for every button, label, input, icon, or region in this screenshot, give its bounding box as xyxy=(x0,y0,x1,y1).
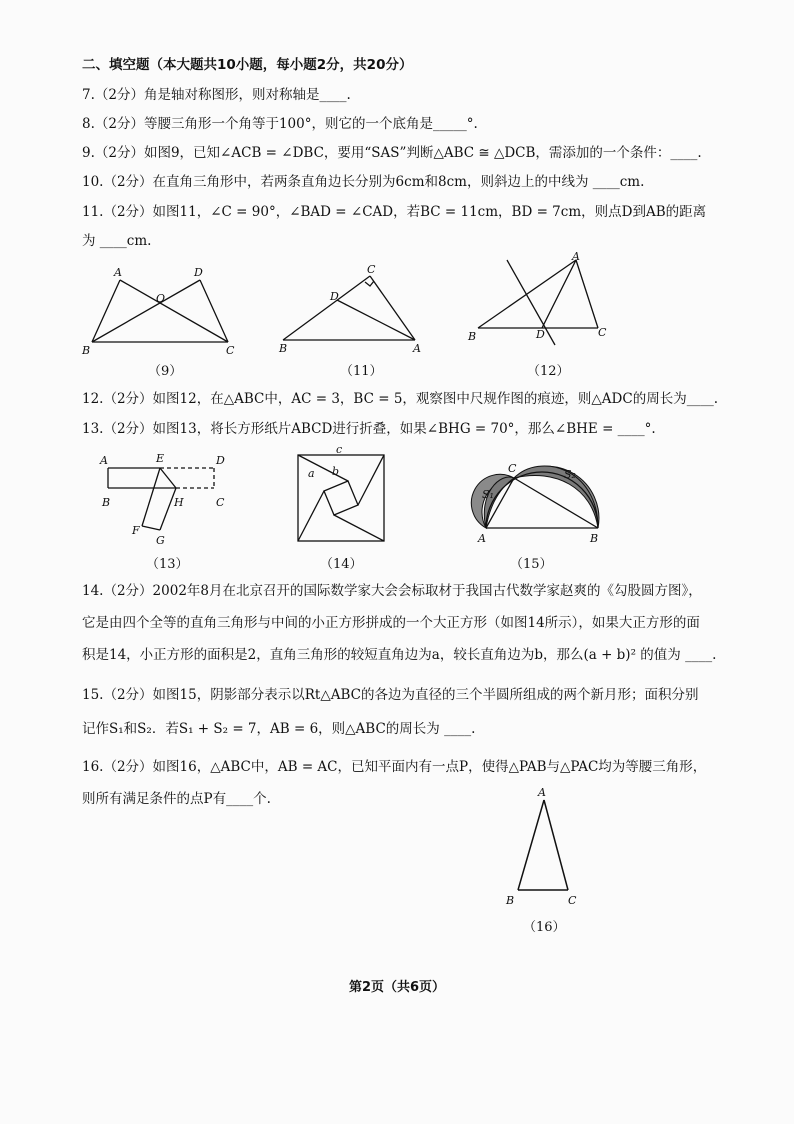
figure-16 xyxy=(500,782,590,912)
caption-14: （14） xyxy=(320,557,363,572)
figure-15 xyxy=(470,448,610,548)
question-11-line2: 为 ____cm. xyxy=(82,233,152,249)
fig13-label-G: G xyxy=(156,534,165,547)
question-14-line1: 14.（2分）2002年8月在北京召开的国际数学家大会会标取材于我国古代数学家赵爽的《勾股圆方图》， xyxy=(82,583,702,599)
figure-11 xyxy=(275,262,435,360)
fig13-label-B: B xyxy=(102,496,111,509)
fig15-label-B: B xyxy=(590,532,599,545)
fig11-label-B: B xyxy=(279,342,288,355)
fig13-label-E: E xyxy=(156,452,165,465)
fig9-label-B: B xyxy=(82,344,91,357)
fig15-label-C: C xyxy=(508,462,517,475)
question-15-line1: 15.（2分）如图15，阴影部分表示以Rt△ABC的各边为直径的三个半圆所组成的两个新月形；面积分别 xyxy=(82,687,699,703)
figure-12 xyxy=(462,250,622,360)
fig13-label-C: C xyxy=(216,496,225,509)
figure-9 xyxy=(80,262,250,360)
caption-11: （11） xyxy=(340,364,383,379)
fig16-label-A: A xyxy=(538,786,546,799)
figure-14 xyxy=(292,445,392,547)
caption-9: （9） xyxy=(148,364,183,379)
fig16-label-B: B xyxy=(506,894,515,907)
fig11-label-A: A xyxy=(413,342,421,355)
fig12-label-A: A xyxy=(572,250,580,263)
fig15-label-S2: S₂ xyxy=(564,468,576,481)
caption-13: （13） xyxy=(146,557,189,572)
fig11-label-C: C xyxy=(367,263,376,276)
caption-12: （12） xyxy=(527,364,570,379)
fig12-label-B: B xyxy=(468,330,477,343)
question-14-line2: 它是由四个全等的直角三角形与中间的小正方形拼成的一个大正方形（如图14所示），如果大正方形的面 xyxy=(82,615,700,631)
fig12-label-C: C xyxy=(598,326,607,339)
caption-16: （16） xyxy=(523,920,566,935)
question-7: 7.（2分）角是轴对称图形，则对称轴是____. xyxy=(82,87,351,103)
fig9-label-C: C xyxy=(226,344,235,357)
question-12: 12.（2分）如图12，在△ABC中，AC = 3，BC = 5，观察图中尺规作图的痕迹，则△ADC的周长为____. xyxy=(82,391,718,407)
fig9-label-D: D xyxy=(194,266,203,279)
fig11-label-D: D xyxy=(330,290,339,303)
figure-13 xyxy=(96,448,236,548)
question-11-line1: 11.（2分）如图11，∠C = 90°，∠BAD = ∠CAD，若BC = 11cm，BD = 7cm，则点D到AB的距离 xyxy=(82,204,707,220)
question-15-line2: 记作S₁和S₂．若S₁ + S₂ = 7，AB = 6，则△ABC的周长为 ____. xyxy=(82,721,476,737)
question-8: 8.（2分）等腰三角形一个角等于100°，则它的一个底角是_____°. xyxy=(82,116,478,132)
question-10: 10.（2分）在直角三角形中，若两条直角边长分别为6cm和8cm，则斜边上的中线为 ____cm. xyxy=(82,174,645,190)
section-title: 二、填空题（本大题共10小题，每小题2分，共20分） xyxy=(82,57,413,73)
page-footer: 第2页（共6页） xyxy=(348,980,446,995)
fig12-label-D: D xyxy=(536,328,545,341)
fig13-label-D: D xyxy=(216,454,225,467)
question-16-line1: 16.（2分）如图16，△ABC中，AB = AC，已知平面内有一点P，使得△PAB与△PAC均为等腰三角形， xyxy=(82,759,707,775)
fig13-label-A: A xyxy=(100,454,108,467)
fig13-label-H: H xyxy=(174,496,184,509)
fig9-label-A: A xyxy=(114,266,122,279)
question-14-line3: 积是14，小正方形的面积是2，直角三角形的较短直角边为a，较长直角边为b，那么(a + b)² 的值为 ____. xyxy=(82,647,717,663)
question-16-line2: 则所有满足条件的点P有____个. xyxy=(82,791,271,807)
fig16-label-C: C xyxy=(568,894,577,907)
fig15-label-S1: S₁ xyxy=(482,488,494,501)
question-9: 9.（2分）如图9，已知∠ACB = ∠DBC，要用“SAS”判断△ABC ≅ △DCB，需添加的一个条件：____. xyxy=(82,145,702,161)
question-13: 13.（2分）如图13，将长方形纸片ABCD进行折叠，如果∠BHG = 70°，那么∠BHE = ____°. xyxy=(82,421,656,437)
fig9-label-O: O xyxy=(156,292,166,305)
fig13-label-F: F xyxy=(132,524,140,537)
fig14-label-b: b xyxy=(332,465,340,478)
fig14-label-c: c xyxy=(336,445,343,456)
fig14-label-a: a xyxy=(308,467,315,480)
fig15-label-A: A xyxy=(478,532,486,545)
caption-15: （15） xyxy=(510,557,553,572)
